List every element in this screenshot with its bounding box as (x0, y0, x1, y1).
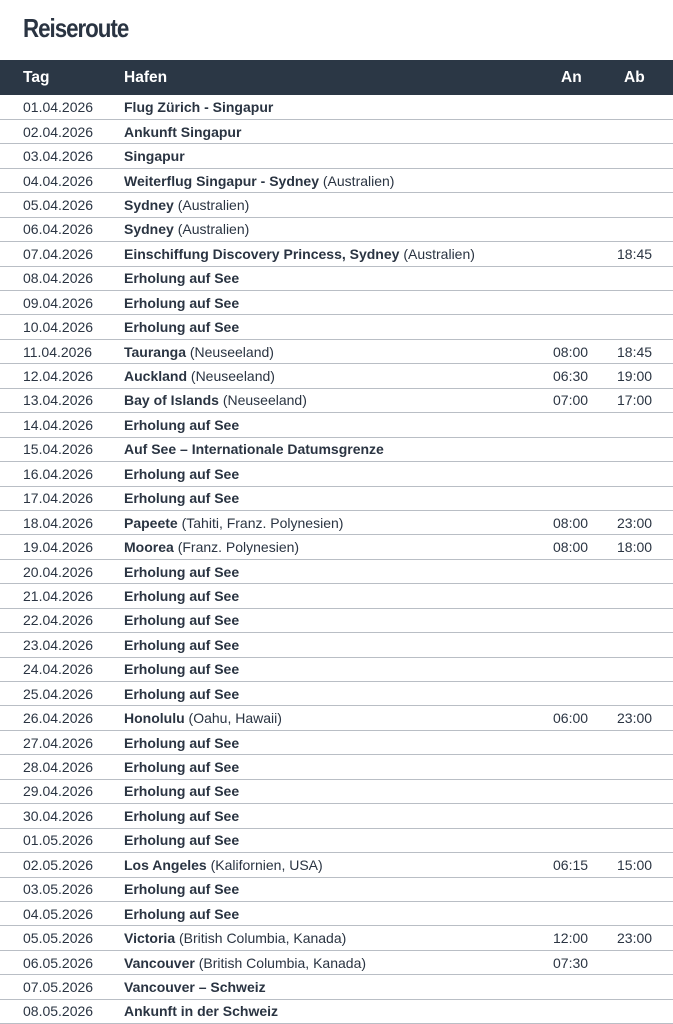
port-name: Erholung auf See (124, 270, 240, 287)
port-region: (Australien) (403, 245, 475, 262)
port-cell (124, 119, 546, 143)
port-cell (124, 315, 546, 339)
date-cell: 07.05.2026 (23, 978, 94, 995)
column-header-an: An (561, 68, 582, 86)
table-row (0, 682, 673, 706)
date-cell: 12.04.2026 (23, 368, 94, 385)
port-region: (Tahiti, Franz. Polynesien) (181, 514, 344, 531)
port-name: Erholung auf See (124, 563, 240, 580)
port-name: Erholung auf See (124, 294, 240, 311)
arrival-time-cell (546, 168, 608, 192)
port-cell (124, 999, 546, 1023)
port-name: Sydney (124, 221, 174, 238)
date-cell: 08.05.2026 (23, 1003, 94, 1020)
port-name: Erholung auf See (124, 832, 240, 849)
departure-time-cell: 15:00 (617, 856, 653, 873)
port-name: Erholung auf See (124, 416, 240, 433)
table-row (0, 999, 673, 1023)
table-row (0, 193, 673, 217)
departure-time-cell: 23:00 (617, 930, 653, 947)
port-cell (124, 608, 546, 632)
port-name: Erholung auf See (124, 881, 240, 898)
arrival-time-cell (546, 217, 608, 241)
departure-time-cell (608, 144, 673, 168)
departure-time-cell (608, 657, 673, 681)
port-cell (124, 413, 546, 437)
arrival-time-cell (546, 804, 608, 828)
port-cell (124, 975, 546, 999)
departure-time-cell (608, 119, 673, 143)
departure-time-cell (608, 999, 673, 1023)
table-row (0, 633, 673, 657)
port-name: Los Angeles (124, 856, 207, 873)
port-cell (124, 901, 546, 925)
date-cell: 04.05.2026 (23, 905, 94, 922)
port-name: Vancouver (124, 954, 195, 971)
table-row (0, 462, 673, 486)
port-region: (Oahu, Hawaii) (188, 710, 282, 727)
port-region: (British Columbia, Kanada) (179, 930, 347, 947)
port-name: Flug Zürich - Singapur (124, 98, 274, 115)
table-row (0, 828, 673, 852)
date-cell: 05.04.2026 (23, 196, 94, 213)
arrival-time-cell (546, 657, 608, 681)
port-cell (124, 657, 546, 681)
table-row (0, 486, 673, 510)
port-cell (124, 462, 546, 486)
table-row (0, 608, 673, 632)
table-row (0, 144, 673, 168)
arrival-time-cell (546, 242, 608, 266)
column-header-hafen: Hafen (124, 68, 168, 86)
date-cell: 25.04.2026 (23, 685, 94, 702)
departure-time-cell: 18:45 (617, 343, 653, 360)
date-cell: 06.04.2026 (23, 221, 94, 238)
date-cell: 14.04.2026 (23, 416, 94, 433)
date-cell: 13.04.2026 (23, 392, 94, 409)
port-cell (124, 168, 546, 192)
column-header-tag: Tag (23, 68, 50, 86)
date-cell: 28.04.2026 (23, 759, 94, 776)
departure-time-cell (608, 608, 673, 632)
port-name: Erholung auf See (124, 783, 240, 800)
date-cell: 03.04.2026 (23, 148, 94, 165)
port-cell (124, 510, 546, 534)
table-row (0, 339, 673, 363)
arrival-time-cell (546, 877, 608, 901)
arrival-time-cell (546, 266, 608, 290)
arrival-time-cell: 06:15 (553, 856, 589, 873)
table-row (0, 755, 673, 779)
port-cell (124, 633, 546, 657)
table-row (0, 291, 673, 315)
departure-time-cell: 23:00 (617, 514, 653, 531)
table-row (0, 242, 673, 266)
arrival-time-cell: 06:30 (553, 368, 589, 385)
date-cell: 07.04.2026 (23, 245, 94, 262)
table-row (0, 315, 673, 339)
date-cell: 20.04.2026 (23, 563, 94, 580)
arrival-time-cell (546, 901, 608, 925)
table-row (0, 535, 673, 559)
port-cell (124, 950, 546, 974)
port-name: Erholung auf See (124, 587, 240, 604)
port-cell (124, 682, 546, 706)
table-row (0, 510, 673, 534)
date-cell: 24.04.2026 (23, 661, 94, 678)
port-name: Erholung auf See (124, 759, 240, 776)
port-name: Honolulu (124, 710, 185, 727)
departure-time-cell (608, 779, 673, 803)
port-name: Vancouver – Schweiz (124, 978, 266, 995)
arrival-time-cell (546, 315, 608, 339)
date-cell: 06.05.2026 (23, 954, 94, 971)
departure-time-cell (608, 486, 673, 510)
date-cell: 22.04.2026 (23, 612, 94, 629)
port-region: (Neuseeland) (222, 392, 307, 409)
table-row (0, 975, 673, 999)
departure-time-cell (608, 804, 673, 828)
table-row (0, 853, 673, 877)
arrival-time-cell (546, 193, 608, 217)
port-cell (124, 364, 546, 388)
port-name: Erholung auf See (124, 905, 240, 922)
date-cell: 05.05.2026 (23, 930, 94, 947)
header-row (0, 60, 673, 95)
port-name: Tauranga (124, 343, 186, 360)
date-cell: 27.04.2026 (23, 734, 94, 751)
port-cell (124, 584, 546, 608)
port-cell (124, 926, 546, 950)
table-row (0, 901, 673, 925)
port-name: Papeete (124, 514, 178, 531)
departure-time-cell (608, 559, 673, 583)
departure-time-cell: 18:45 (617, 245, 653, 262)
table-row (0, 437, 673, 461)
table-row (0, 168, 673, 192)
arrival-time-cell (546, 730, 608, 754)
port-name: Bay of Islands (124, 392, 219, 409)
arrival-time-cell (546, 975, 608, 999)
port-cell (124, 217, 546, 241)
departure-time-cell (608, 584, 673, 608)
port-cell (124, 755, 546, 779)
table-row (0, 584, 673, 608)
table-row (0, 364, 673, 388)
port-cell (124, 339, 546, 363)
date-cell: 03.05.2026 (23, 881, 94, 898)
port-name: Erholung auf See (124, 636, 240, 653)
port-cell (124, 706, 546, 730)
date-cell: 01.05.2026 (23, 832, 94, 849)
port-cell (124, 559, 546, 583)
arrival-time-cell: 07:30 (553, 954, 589, 971)
table-row (0, 877, 673, 901)
departure-time-cell (608, 168, 673, 192)
arrival-time-cell (546, 779, 608, 803)
arrival-time-cell: 06:00 (553, 710, 589, 727)
departure-time-cell: 19:00 (617, 368, 653, 385)
departure-time-cell (608, 413, 673, 437)
date-cell: 30.04.2026 (23, 807, 94, 824)
arrival-time-cell (546, 462, 608, 486)
departure-time-cell (608, 901, 673, 925)
date-cell: 16.04.2026 (23, 465, 94, 482)
date-cell: 29.04.2026 (23, 783, 94, 800)
port-name: Ankunft Singapur (124, 123, 242, 140)
table-row (0, 95, 673, 119)
date-cell: 09.04.2026 (23, 294, 94, 311)
port-name: Erholung auf See (124, 612, 240, 629)
port-region: (Neuseeland) (189, 343, 274, 360)
port-cell (124, 828, 546, 852)
date-cell: 19.04.2026 (23, 539, 94, 556)
date-cell: 02.04.2026 (23, 123, 94, 140)
departure-time-cell (608, 462, 673, 486)
port-name: Erholung auf See (124, 685, 240, 702)
arrival-time-cell (546, 486, 608, 510)
port-region: (Australien) (177, 221, 250, 238)
table-header (0, 60, 673, 95)
port-cell (124, 779, 546, 803)
itinerary-table (0, 60, 673, 1024)
departure-time-cell (608, 193, 673, 217)
table-row (0, 413, 673, 437)
port-name: Auf See – Internationale Datumsgrenze (124, 441, 384, 458)
port-cell (124, 804, 546, 828)
date-cell: 23.04.2026 (23, 636, 94, 653)
arrival-time-cell (546, 413, 608, 437)
arrival-time-cell: 08:00 (553, 539, 589, 556)
port-cell (124, 193, 546, 217)
date-cell: 18.04.2026 (23, 514, 94, 531)
departure-time-cell (608, 877, 673, 901)
table-row (0, 388, 673, 412)
port-cell (124, 291, 546, 315)
departure-time-cell (608, 950, 673, 974)
table-row (0, 657, 673, 681)
arrival-time-cell (546, 291, 608, 315)
port-name: Weiterflug Singapur - Sydney (124, 172, 319, 189)
date-cell: 17.04.2026 (23, 490, 94, 507)
arrival-time-cell (546, 682, 608, 706)
date-cell: 26.04.2026 (23, 710, 94, 727)
departure-time-cell (608, 633, 673, 657)
departure-time-cell (608, 217, 673, 241)
port-cell (124, 535, 546, 559)
date-cell: 08.04.2026 (23, 270, 94, 287)
arrival-time-cell: 08:00 (553, 343, 589, 360)
arrival-time-cell (546, 755, 608, 779)
arrival-time-cell (546, 119, 608, 143)
arrival-time-cell (546, 828, 608, 852)
arrival-time-cell (546, 584, 608, 608)
table-body (0, 95, 673, 1024)
port-cell (124, 853, 546, 877)
departure-time-cell (608, 730, 673, 754)
port-name: Auckland (124, 368, 188, 385)
port-name: Erholung auf See (124, 490, 240, 507)
port-name: Erholung auf See (124, 807, 240, 824)
departure-time-cell: 17:00 (617, 392, 653, 409)
table-row (0, 950, 673, 974)
column-header-ab: Ab (624, 68, 645, 86)
port-cell (124, 877, 546, 901)
port-name: Erholung auf See (124, 661, 240, 678)
departure-time-cell (608, 682, 673, 706)
departure-time-cell: 23:00 (617, 710, 653, 727)
port-cell (124, 486, 546, 510)
arrival-time-cell (546, 633, 608, 657)
departure-time-cell (608, 95, 673, 119)
date-cell: 10.04.2026 (23, 319, 94, 336)
port-region: (Australien) (322, 172, 395, 189)
table-row (0, 119, 673, 143)
port-cell (124, 95, 546, 119)
arrival-time-cell (546, 559, 608, 583)
departure-time-cell (608, 291, 673, 315)
port-cell (124, 730, 546, 754)
port-name: Ankunft in der Schweiz (124, 1003, 279, 1020)
port-region: (Neuseeland) (190, 368, 275, 385)
table-row (0, 559, 673, 583)
table-row (0, 779, 673, 803)
date-cell: 15.04.2026 (23, 441, 94, 458)
port-name: Erholung auf See (124, 319, 240, 336)
port-cell (124, 437, 546, 461)
table-row (0, 266, 673, 290)
arrival-time-cell (546, 144, 608, 168)
departure-time-cell (608, 315, 673, 339)
port-cell (124, 242, 546, 266)
port-name: Erholung auf See (124, 734, 240, 751)
arrival-time-cell: 08:00 (553, 514, 589, 531)
date-cell: 04.04.2026 (23, 172, 94, 189)
port-cell (124, 144, 546, 168)
arrival-time-cell (546, 608, 608, 632)
port-name: Moorea (124, 539, 174, 556)
table-row (0, 706, 673, 730)
arrival-time-cell (546, 95, 608, 119)
arrival-time-cell: 12:00 (553, 930, 589, 947)
departure-time-cell (608, 828, 673, 852)
arrival-time-cell (546, 437, 608, 461)
port-region: (Australien) (177, 196, 250, 213)
arrival-time-cell (546, 999, 608, 1023)
port-name: Erholung auf See (124, 465, 240, 482)
departure-time-cell (608, 755, 673, 779)
date-cell: 11.04.2026 (23, 343, 93, 360)
table-row (0, 217, 673, 241)
date-cell: 21.04.2026 (23, 587, 94, 604)
departure-time-cell (608, 437, 673, 461)
date-cell: 01.04.2026 (23, 98, 94, 115)
port-name: Einschiffung Discovery Princess, Sydney (124, 245, 400, 262)
port-name: Sydney (124, 196, 174, 213)
table-row (0, 926, 673, 950)
port-cell (124, 388, 546, 412)
table-row (0, 804, 673, 828)
departure-time-cell (608, 266, 673, 290)
table-row (0, 730, 673, 754)
port-cell (124, 266, 546, 290)
departure-time-cell: 18:00 (617, 539, 653, 556)
arrival-time-cell: 07:00 (553, 392, 589, 409)
port-name: Singapur (124, 148, 185, 165)
port-name: Victoria (124, 930, 176, 947)
port-region: (Franz. Polynesien) (177, 539, 300, 556)
page-title: Reiseroute (23, 13, 129, 43)
date-cell: 02.05.2026 (23, 856, 94, 873)
port-region: (British Columbia, Kanada) (198, 954, 367, 971)
departure-time-cell (608, 975, 673, 999)
port-region: (Kalifornien, USA) (210, 856, 323, 873)
